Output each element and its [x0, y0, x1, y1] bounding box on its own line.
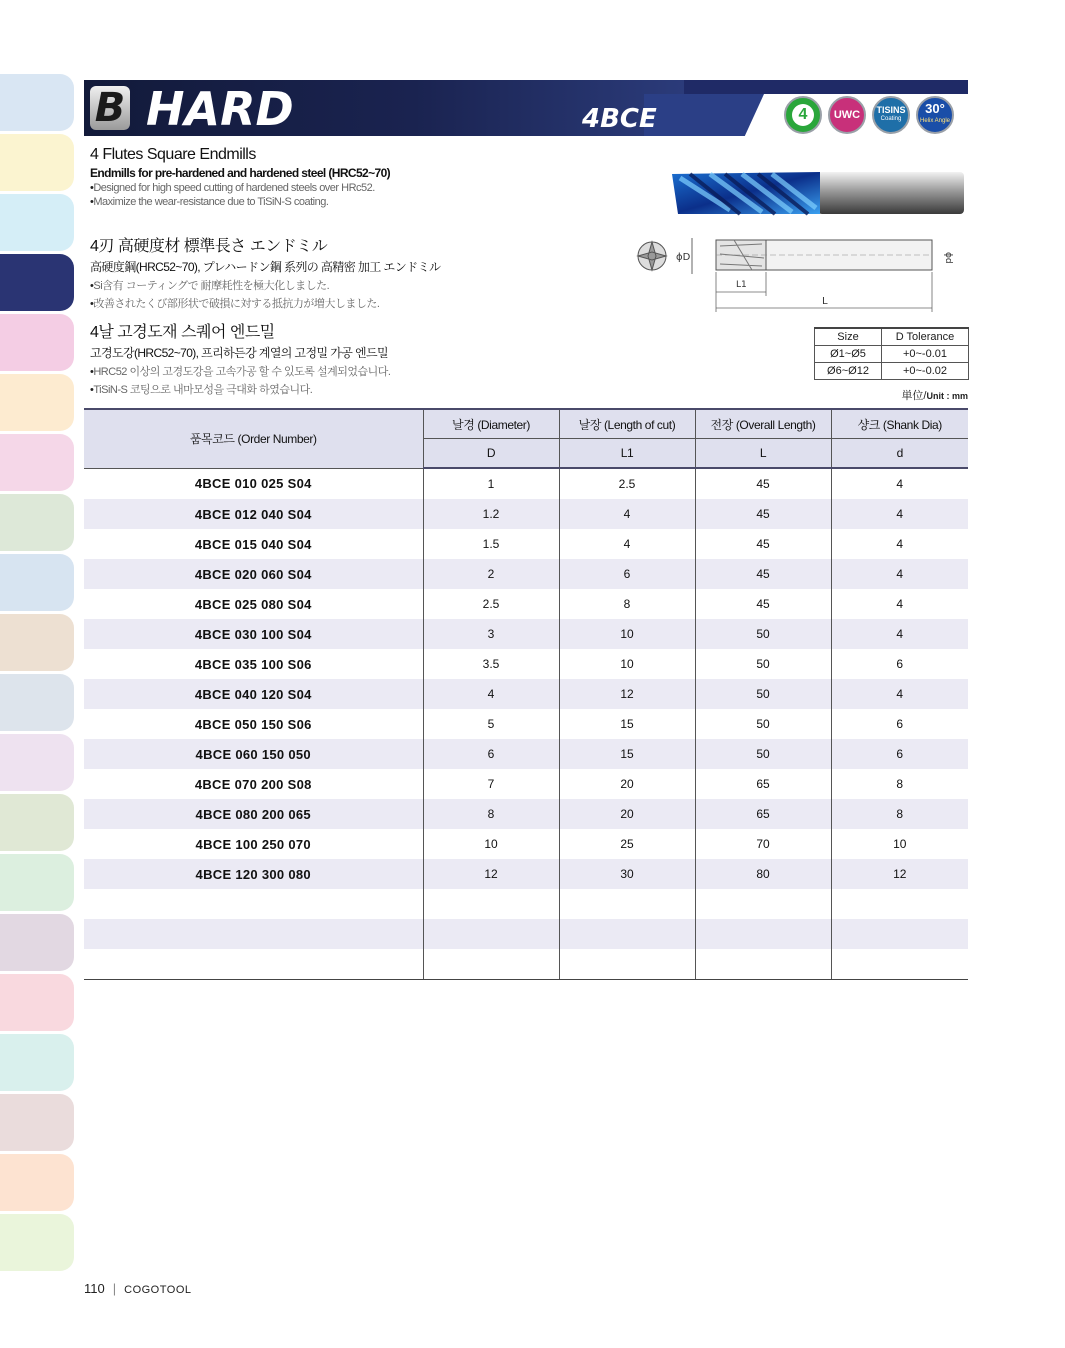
desc-title: 4刃 高硬度材 標準長さ エンドミル	[90, 238, 328, 255]
value-cell: 45	[695, 468, 831, 499]
value-cell: 15	[559, 739, 695, 769]
table-row	[84, 889, 968, 919]
value-cell: 4	[423, 679, 559, 709]
value-cell: 1.5	[423, 529, 559, 559]
tolerance-header: Size	[815, 328, 882, 346]
value-cell: 65	[695, 769, 831, 799]
value-cell: 6	[831, 649, 968, 679]
tisins-label: TISINS	[876, 105, 906, 115]
side-tab	[0, 134, 74, 191]
value-cell: 2.5	[423, 589, 559, 619]
description-korean	[90, 319, 610, 397]
value-cell: 5	[423, 709, 559, 739]
shank-dia-header: 샹크 (Shank Dia)	[831, 409, 968, 439]
value-cell: 10	[559, 619, 695, 649]
flutes-count: 4	[792, 104, 814, 126]
order-number-cell: 4BCE 070 200 S08	[84, 769, 423, 799]
series-header	[84, 80, 968, 136]
helix-angle-value: 30°	[925, 101, 945, 116]
order-number-cell	[84, 919, 423, 949]
side-tab	[0, 794, 74, 851]
uwc-badge-icon: UWC	[828, 96, 866, 134]
desc-bullet: • Designed for high speed cutting of hardened steels over HRc52.	[90, 182, 610, 194]
table-row	[84, 679, 968, 709]
diameter-header: 날경 (Diameter)	[423, 409, 559, 439]
order-number-cell: 4BCE 120 300 080	[84, 859, 423, 889]
value-cell: 8	[831, 769, 968, 799]
endmill-photo	[670, 170, 966, 216]
side-tab	[0, 374, 74, 431]
side-tab	[0, 434, 74, 491]
value-cell: 6	[559, 559, 695, 589]
side-section-tabs	[0, 74, 74, 1274]
value-cell: 2	[423, 559, 559, 589]
feature-badges	[784, 96, 954, 134]
value-cell: 10	[831, 829, 968, 859]
description-japanese	[90, 233, 610, 311]
value-cell: 50	[695, 619, 831, 649]
value-cell: 7	[423, 769, 559, 799]
order-number-cell: 4BCE 040 120 S04	[84, 679, 423, 709]
order-number-cell: 4BCE 012 040 S04	[84, 499, 423, 529]
value-cell: 1.2	[423, 499, 559, 529]
value-cell	[831, 889, 968, 919]
order-number-header: 품목코드 (Order Number)	[84, 409, 423, 468]
tolerance-cell: +0~-0.02	[882, 363, 969, 380]
value-cell: 4	[831, 468, 968, 499]
table-row	[84, 619, 968, 649]
tolerance-cell: Ø1~Ø5	[815, 346, 882, 363]
order-number-cell: 4BCE 060 150 050	[84, 739, 423, 769]
value-cell: 4	[559, 499, 695, 529]
value-cell: 12	[559, 679, 695, 709]
value-cell: 25	[559, 829, 695, 859]
table-row	[84, 799, 968, 829]
side-tab	[0, 974, 74, 1031]
table-row	[84, 499, 968, 529]
order-number-cell	[84, 949, 423, 980]
specification-table	[84, 408, 968, 980]
order-number-cell: 4BCE 015 040 S04	[84, 529, 423, 559]
value-cell	[423, 889, 559, 919]
value-cell: 4	[559, 529, 695, 559]
table-row	[84, 468, 968, 499]
side-tab	[0, 494, 74, 551]
order-number-cell	[84, 889, 423, 919]
value-cell	[695, 949, 831, 980]
tolerance-header: D Tolerance	[882, 328, 969, 346]
value-cell: 12	[831, 859, 968, 889]
footer-brand: COGOTOOL	[124, 1284, 192, 1296]
page-number: 110	[84, 1281, 105, 1296]
value-cell: 1	[423, 468, 559, 499]
diameter-label: ϕD	[676, 252, 691, 263]
desc-title: 4날 고경도재 스퀘어 엔드밀	[90, 324, 275, 341]
value-cell: 80	[695, 859, 831, 889]
cut-length-symbol: L1	[559, 439, 695, 469]
value-cell: 4	[831, 499, 968, 529]
side-tab	[0, 194, 74, 251]
desc-subtitle: Endmills for pre-hardened and hardened steel (HRC52~70)	[90, 166, 391, 180]
value-cell: 6	[423, 739, 559, 769]
side-tab	[0, 854, 74, 911]
value-cell: 4	[831, 529, 968, 559]
side-tab	[0, 314, 74, 371]
order-number-cell: 4BCE 050 150 S06	[84, 709, 423, 739]
product-code: 4BCE	[582, 104, 657, 134]
table-row	[84, 949, 968, 980]
value-cell: 45	[695, 589, 831, 619]
endmill-dimension-drawing	[634, 232, 968, 316]
value-cell: 15	[559, 709, 695, 739]
desc-subtitle: 고경도강(HRC52~70), 프리하든강 계열의 고정밀 가공 엔드밀	[90, 346, 388, 360]
overall-length-label: L	[822, 296, 828, 307]
shank-diameter-label: ϕd	[943, 252, 953, 264]
desc-title: 4 Flutes Square Endmills	[90, 146, 256, 163]
unit-prefix: 単位/	[901, 390, 927, 402]
order-number-cell: 4BCE 100 250 070	[84, 829, 423, 859]
specification-rows	[84, 468, 968, 980]
value-cell: 10	[423, 829, 559, 859]
value-cell: 8	[423, 799, 559, 829]
value-cell: 8	[559, 589, 695, 619]
value-cell	[423, 919, 559, 949]
value-cell: 50	[695, 679, 831, 709]
table-row	[84, 529, 968, 559]
tolerance-cell: +0~-0.01	[882, 346, 969, 363]
unit-value: Unit : mm	[926, 391, 968, 401]
value-cell: 2.5	[559, 468, 695, 499]
order-number-cell: 4BCE 010 025 S04	[84, 468, 423, 499]
cut-length-header: 날장 (Length of cut)	[559, 409, 695, 439]
unit-label	[901, 387, 968, 403]
value-cell	[559, 889, 695, 919]
value-cell: 6	[831, 709, 968, 739]
cross-section-icon	[638, 242, 666, 270]
value-cell	[695, 919, 831, 949]
value-cell: 6	[831, 739, 968, 769]
value-cell: 4	[831, 679, 968, 709]
helix-angle-badge-icon	[916, 96, 954, 134]
flutes-badge-icon	[784, 96, 822, 134]
table-row	[84, 859, 968, 889]
table-row	[84, 589, 968, 619]
value-cell: 4	[831, 589, 968, 619]
value-cell	[695, 889, 831, 919]
value-cell: 12	[423, 859, 559, 889]
value-cell	[559, 919, 695, 949]
value-cell	[831, 949, 968, 980]
side-tab	[0, 614, 74, 671]
value-cell: 50	[695, 739, 831, 769]
value-cell: 4	[831, 619, 968, 649]
helix-angle-label: Helix Angle	[919, 118, 951, 124]
order-number-cell: 4BCE 025 080 S04	[84, 589, 423, 619]
side-tab	[0, 1094, 74, 1151]
diameter-symbol: D	[423, 439, 559, 469]
value-cell: 45	[695, 529, 831, 559]
value-cell	[559, 949, 695, 980]
series-letter-badge: B	[90, 86, 130, 130]
value-cell: 3.5	[423, 649, 559, 679]
order-number-cell: 4BCE 080 200 065	[84, 799, 423, 829]
value-cell: 70	[695, 829, 831, 859]
description-english	[90, 146, 610, 208]
cut-length-label: L1	[736, 280, 747, 290]
tisins-coating-badge-icon	[872, 96, 910, 134]
tolerance-cell: Ø6~Ø12	[815, 363, 882, 380]
desc-bullet: • TiSiN-S 코팅으로 내마모성을 극대화 하였습니다.	[90, 381, 610, 397]
value-cell: 8	[831, 799, 968, 829]
value-cell	[831, 919, 968, 949]
value-cell: 50	[695, 649, 831, 679]
side-tab	[0, 254, 74, 311]
side-tab	[0, 74, 74, 131]
table-row	[84, 709, 968, 739]
value-cell: 4	[831, 559, 968, 589]
value-cell: 3	[423, 619, 559, 649]
desc-bullet: • Maximize the wear-resistance due to TiSiN-S coating.	[90, 196, 610, 208]
value-cell: 65	[695, 799, 831, 829]
table-row	[84, 739, 968, 769]
side-tab	[0, 674, 74, 731]
value-cell: 50	[695, 709, 831, 739]
table-row	[84, 829, 968, 859]
value-cell: 10	[559, 649, 695, 679]
side-tab	[0, 1214, 74, 1271]
value-cell: 20	[559, 769, 695, 799]
series-title: HARD	[146, 82, 294, 136]
side-tab	[0, 1154, 74, 1211]
side-tab	[0, 554, 74, 611]
tisins-sub-label: Coating	[880, 116, 902, 122]
order-number-cell: 4BCE 035 100 S06	[84, 649, 423, 679]
table-row	[84, 649, 968, 679]
value-cell	[423, 949, 559, 980]
value-cell: 20	[559, 799, 695, 829]
side-tab	[0, 734, 74, 791]
table-row	[84, 559, 968, 589]
tolerance-table	[814, 327, 969, 380]
side-tab	[0, 1034, 74, 1091]
overall-length-header: 전장 (Overall Length)	[695, 409, 831, 439]
order-number-cell: 4BCE 030 100 S04	[84, 619, 423, 649]
header-accent-band	[644, 94, 764, 136]
side-tab	[0, 914, 74, 971]
desc-bullet: • HRC52 이상의 고경도강을 고속가공 할 수 있도록 설계되었습니다.	[90, 363, 610, 379]
value-cell: 45	[695, 499, 831, 529]
table-row	[84, 919, 968, 949]
shank-dia-symbol: d	[831, 439, 968, 469]
overall-length-symbol: L	[695, 439, 831, 469]
desc-subtitle: 高硬度鋼(HRC52~70), プレハードン鋼 系列の 高精密 加工 エンドミル	[90, 260, 441, 274]
desc-bullet: • 改善されたくび部形状で破損に対する抵抗力が増大しました.	[90, 295, 610, 311]
value-cell: 45	[695, 559, 831, 589]
page-footer: 110 | COGOTOOL	[84, 1281, 192, 1296]
table-row	[84, 769, 968, 799]
order-number-cell: 4BCE 020 060 S04	[84, 559, 423, 589]
desc-bullet: • Si含有 コーティングで 耐摩耗性を極大化しました.	[90, 277, 610, 293]
value-cell: 30	[559, 859, 695, 889]
